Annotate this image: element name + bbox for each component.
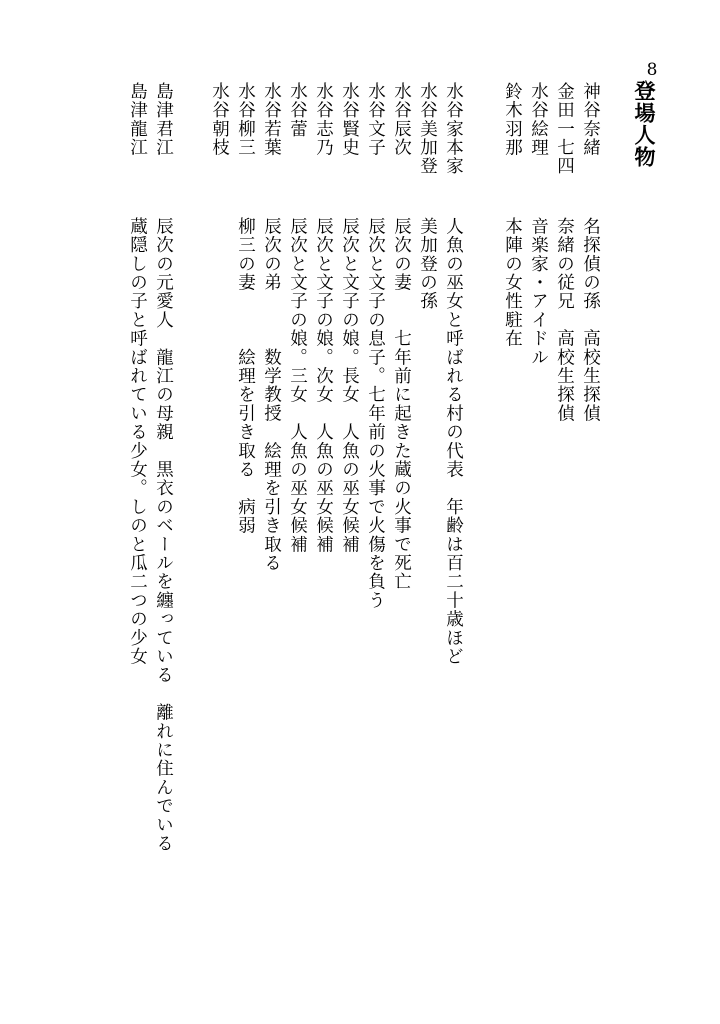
character-name: 水谷絵理 (528, 82, 549, 157)
page-number: 8 (646, 60, 658, 80)
character-description: 辰次の妻 七年前に起きた蔵の火事で死亡 (391, 217, 412, 591)
character-name: 水谷蕾 (287, 82, 308, 139)
character-description: 蔵隠しの子と呼ばれている少女。しのと瓜二つの少女 (127, 217, 148, 666)
character-name: 水谷美加登 (417, 82, 438, 176)
character-name: 神谷奈緒 (580, 82, 601, 157)
character-name: 水谷朝枝 (209, 82, 230, 157)
character-description: 人魚の巫女と呼ばれる村の代表 年齢は百二十歳ほど (443, 217, 464, 666)
character-name: 水谷家本家 (443, 82, 464, 176)
character-name: 水谷若葉 (261, 82, 282, 157)
character-description: 辰次の弟 数学教授 絵理を引き取る (261, 217, 282, 573)
character-description: 奈緒の従兄 高校生探偵 (554, 217, 575, 423)
character-description: 辰次の元愛人 龍江の母親 黒衣のベールを纏っている 離れに住んでいる (153, 217, 174, 853)
character-description: 辰次と文子の娘。長女 人魚の巫女候補 (339, 217, 360, 554)
character-name: 水谷辰次 (391, 82, 412, 157)
character-description: 辰次と文子の娘。次女 人魚の巫女候補 (313, 217, 334, 554)
character-description: 名探偵の孫 高校生探偵 (580, 217, 601, 423)
character-name: 島津君江 (153, 82, 174, 157)
character-description: 音楽家・アイドル (528, 217, 549, 367)
character-name: 鈴木羽那 (502, 82, 523, 157)
character-name: 水谷文子 (365, 82, 386, 157)
character-name: 水谷賢史 (339, 82, 360, 157)
character-name: 島津龍江 (127, 82, 148, 157)
character-description: 美加登の孫 (417, 217, 438, 311)
character-description: 本陣の女性駐在 (502, 217, 523, 348)
character-description: 柳三の妻 絵理を引き取る 病弱 (235, 217, 256, 535)
page-title: 登場人物 (632, 80, 656, 168)
character-name: 水谷志乃 (313, 82, 334, 157)
character-description: 辰次と文子の息子。七年前の火事で火傷を負う (365, 217, 386, 610)
character-name: 水谷柳三 (235, 82, 256, 157)
character-name: 金田一七四 (554, 82, 575, 176)
character-description: 辰次と文子の娘。三女 人魚の巫女候補 (287, 217, 308, 554)
